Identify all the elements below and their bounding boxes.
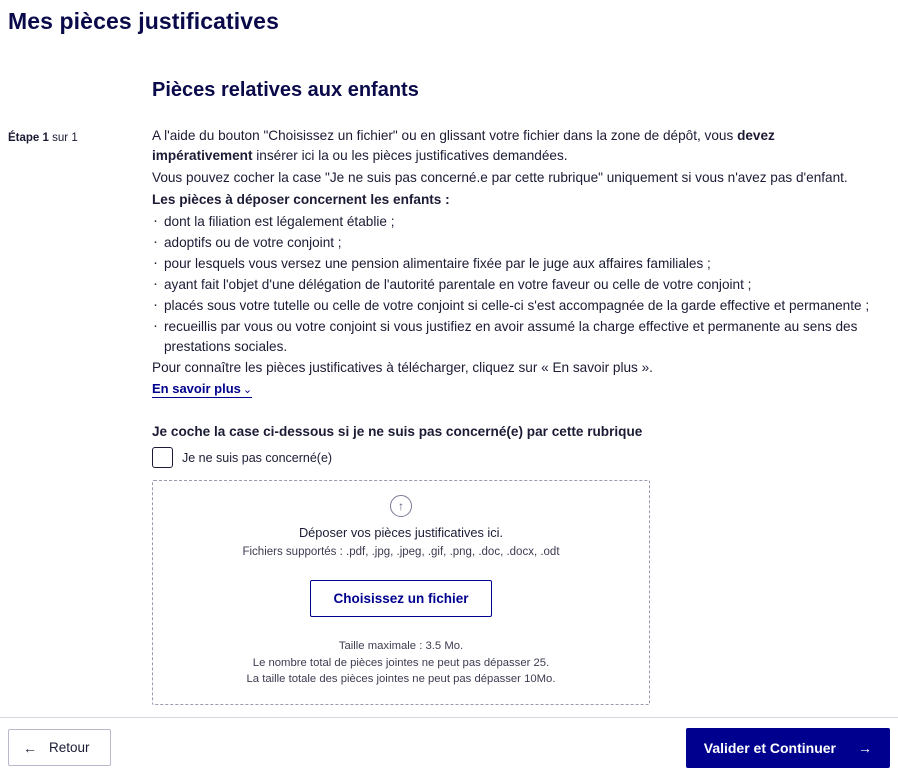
intro-paragraph-1 [152,126,878,166]
intro-paragraph-2: Vous pouvez cocher la case "Je ne suis pas concerné.e par cette rubrique" uniquement si vous n'avez pas d'enfant. [152,170,848,185]
stepper-separator: sur [52,132,69,144]
intro-line1-part-a: A l'aide du bouton "Choisissez un fichier" ou en glissant votre fichier dans la zone de dépôt, vous [152,128,738,143]
list-item: · pour lesquels vous versez une pension alimentaire fixée par le juge aux affaires familiales ; [152,254,878,274]
list-item: · recueillis par vous ou votre conjoint si vous justifiez en avoir assumé la charge effective et permanente au sens des prestations sociales. [152,317,878,357]
back-button[interactable] [8,729,111,766]
choose-file-button[interactable]: Choisissez un fichier [310,580,491,617]
file-dropzone[interactable] [152,480,650,705]
dropzone-main-text: Déposer vos pièces justificatives ici. [298,525,504,540]
list-item: · dont la filiation est légalement établie ; [152,212,878,232]
section-title: Pièces relatives aux enfants [152,79,419,101]
learn-more-link[interactable] [152,381,252,398]
not-concerned-checkbox-row[interactable] [152,447,878,468]
footer-bar [0,717,898,777]
stepper-total: 1 [71,132,78,144]
page-title: Mes pièces justificatives [8,8,279,34]
stepper-label [8,132,152,144]
dropzone-note-total-size: La taille totale des pièces jointes ne peut pas dépasser 10Mo. [246,673,556,685]
not-concerned-checkbox-label: Je ne suis pas concerné(e) [182,450,333,465]
validate-continue-button[interactable] [686,728,890,768]
content-column [152,79,898,705]
chevron-down-icon: ⌄ [242,384,253,396]
arrow-left-icon: ← [23,739,37,756]
intro-line1-part-c: insérer ici la ou les pièces justificatives demandées. [252,148,568,163]
dropzone-note-max-size: Taille maximale : 3.5 Mo. [338,640,464,652]
upload-arrow-icon: ↑ [390,495,412,517]
after-list-text: Pour connaître les pièces justificatives à télécharger, cliquez sur « En savoir plus ». [152,360,653,375]
stepper-current: 1 [42,132,49,144]
checkbox-section-title: Je coche la case ci-dessous si je ne suis pas concerné(e) par cette rubrique [152,424,643,439]
stepper-prefix: Étape [8,132,40,144]
arrow-right-icon: → [858,739,872,756]
not-concerned-checkbox[interactable] [152,447,173,468]
back-button-label: Retour [49,740,90,755]
documents-list [152,212,878,357]
validate-continue-label: Valider et Continuer [703,739,836,756]
list-item: · placés sous votre tutelle ou celle de votre conjoint si celle-ci s'est accompagnée de la garde effective et permanente ; [152,296,878,316]
list-title: Les pièces à déposer concernent les enfants : [152,192,450,207]
dropzone-supported-formats: Fichiers supportés : .pdf, .jpg, .jpeg, .gif, .png, .doc, .docx, .odt [242,546,560,558]
intro-text [152,126,878,378]
list-item: · adoptifs ou de votre conjoint ; [152,233,878,253]
learn-more-label: En savoir plus [152,381,241,396]
dropzone-notes [163,638,639,688]
dropzone-note-max-count: Le nombre total de pièces jointes ne peut pas dépasser 25. [252,656,550,669]
intro-line1-emphasis: devez impérativement [152,128,775,163]
list-item: · ayant fait l'objet d'une délégation de l'autorité parentale en votre faveur ou celle de votre conjoint ; [152,275,878,295]
page-layout [0,79,898,705]
stepper-column [0,79,152,144]
